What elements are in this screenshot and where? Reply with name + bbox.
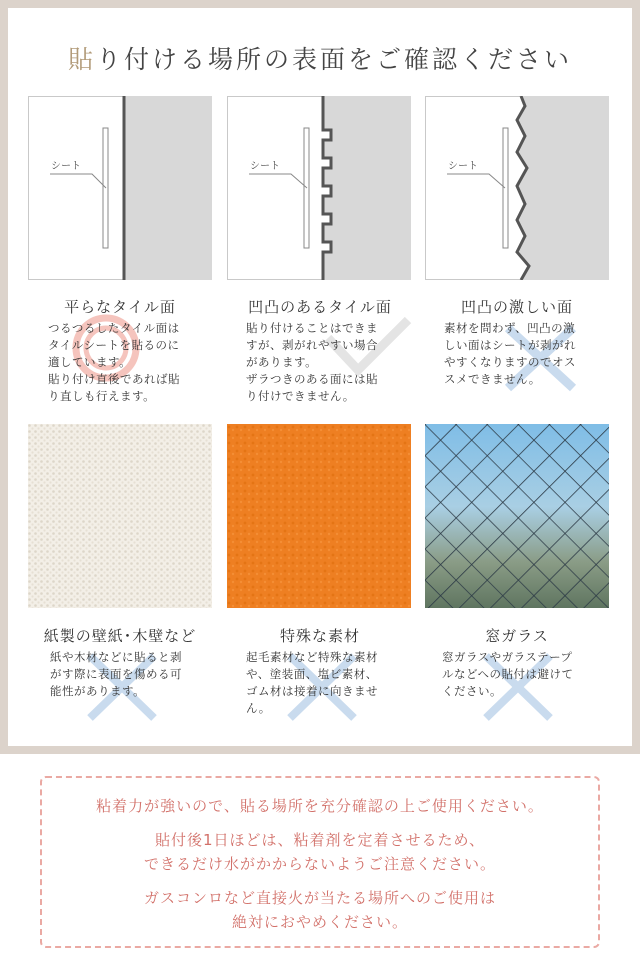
title-accent: 貼 — [67, 45, 96, 74]
rough-surface-title: 凹凸の激しい面 — [460, 298, 573, 316]
wallpaper-desc: 紙や木材などに貼ると剥 がす際に表面を傷める可 能性があります。 — [50, 650, 182, 698]
flat-surface-title: 平らなタイル面 — [64, 298, 176, 316]
caution-line: 絶対におやめください。 — [231, 913, 408, 931]
rough-surface-desc: 素材を問わず、凹凸の激 しい面はシートが剥がれ やすくなりますのでオス スメできません。 — [444, 321, 576, 386]
sheet-label: シート — [448, 161, 478, 172]
sheet-label: シート — [51, 161, 81, 172]
caution-line: 貼付後1日ほどは、粘着剤を定着させるため、 — [155, 831, 485, 849]
window-glass-title: 窓ガラス — [485, 627, 549, 645]
bumpy-surface-title: 凹凸のあるタイル面 — [248, 298, 392, 316]
surface-guide-card — [8, 8, 632, 746]
page-title — [8, 40, 632, 76]
bumpy-surface-desc: 貼り付けることはできま すが、剥がれやすい場合 があります。 ザラつきのある面には貼 り付けできません。 — [246, 321, 378, 403]
special-material-title: 特殊な素材 — [279, 627, 360, 645]
sheet-label: シート — [250, 161, 280, 172]
caution-line: 粘着力が強いので、貼る場所を充分確認の上ご使用ください。 — [96, 797, 544, 815]
title-text: り付ける場所の表面をご確認ください — [96, 45, 573, 74]
wallpaper-photo — [28, 424, 212, 608]
caution-line: ガスコンロなど直接火が当たる場所へのご使用は — [143, 889, 496, 907]
bumpy-surface-diagram — [227, 96, 411, 280]
flat-surface-diagram — [28, 96, 212, 280]
flat-surface-desc: つるつるしたタイル面は タイルシートを貼るのに 適しています。 貼り付け直後であれば貼 り直しも行えます。 — [48, 321, 180, 403]
rough-surface-diagram — [425, 96, 609, 280]
felt-photo — [227, 424, 411, 608]
wired-glass-photo — [425, 424, 609, 608]
caution-notes-section — [0, 754, 640, 960]
special-material-desc: 起毛素材など特殊な素材 や、塗装面、塩ビ素材、 ゴム材は接着に向きませ ん。 — [246, 650, 378, 715]
window-glass-desc: 窓ガラスやガラステープ ルなどへの貼付は避けて ください。 — [442, 650, 574, 698]
caution-line: できるだけ水がかからないようご注意ください。 — [143, 855, 496, 873]
caution-box — [40, 776, 600, 948]
wallpaper-title: 紙製の壁紙･木壁など — [43, 627, 197, 645]
